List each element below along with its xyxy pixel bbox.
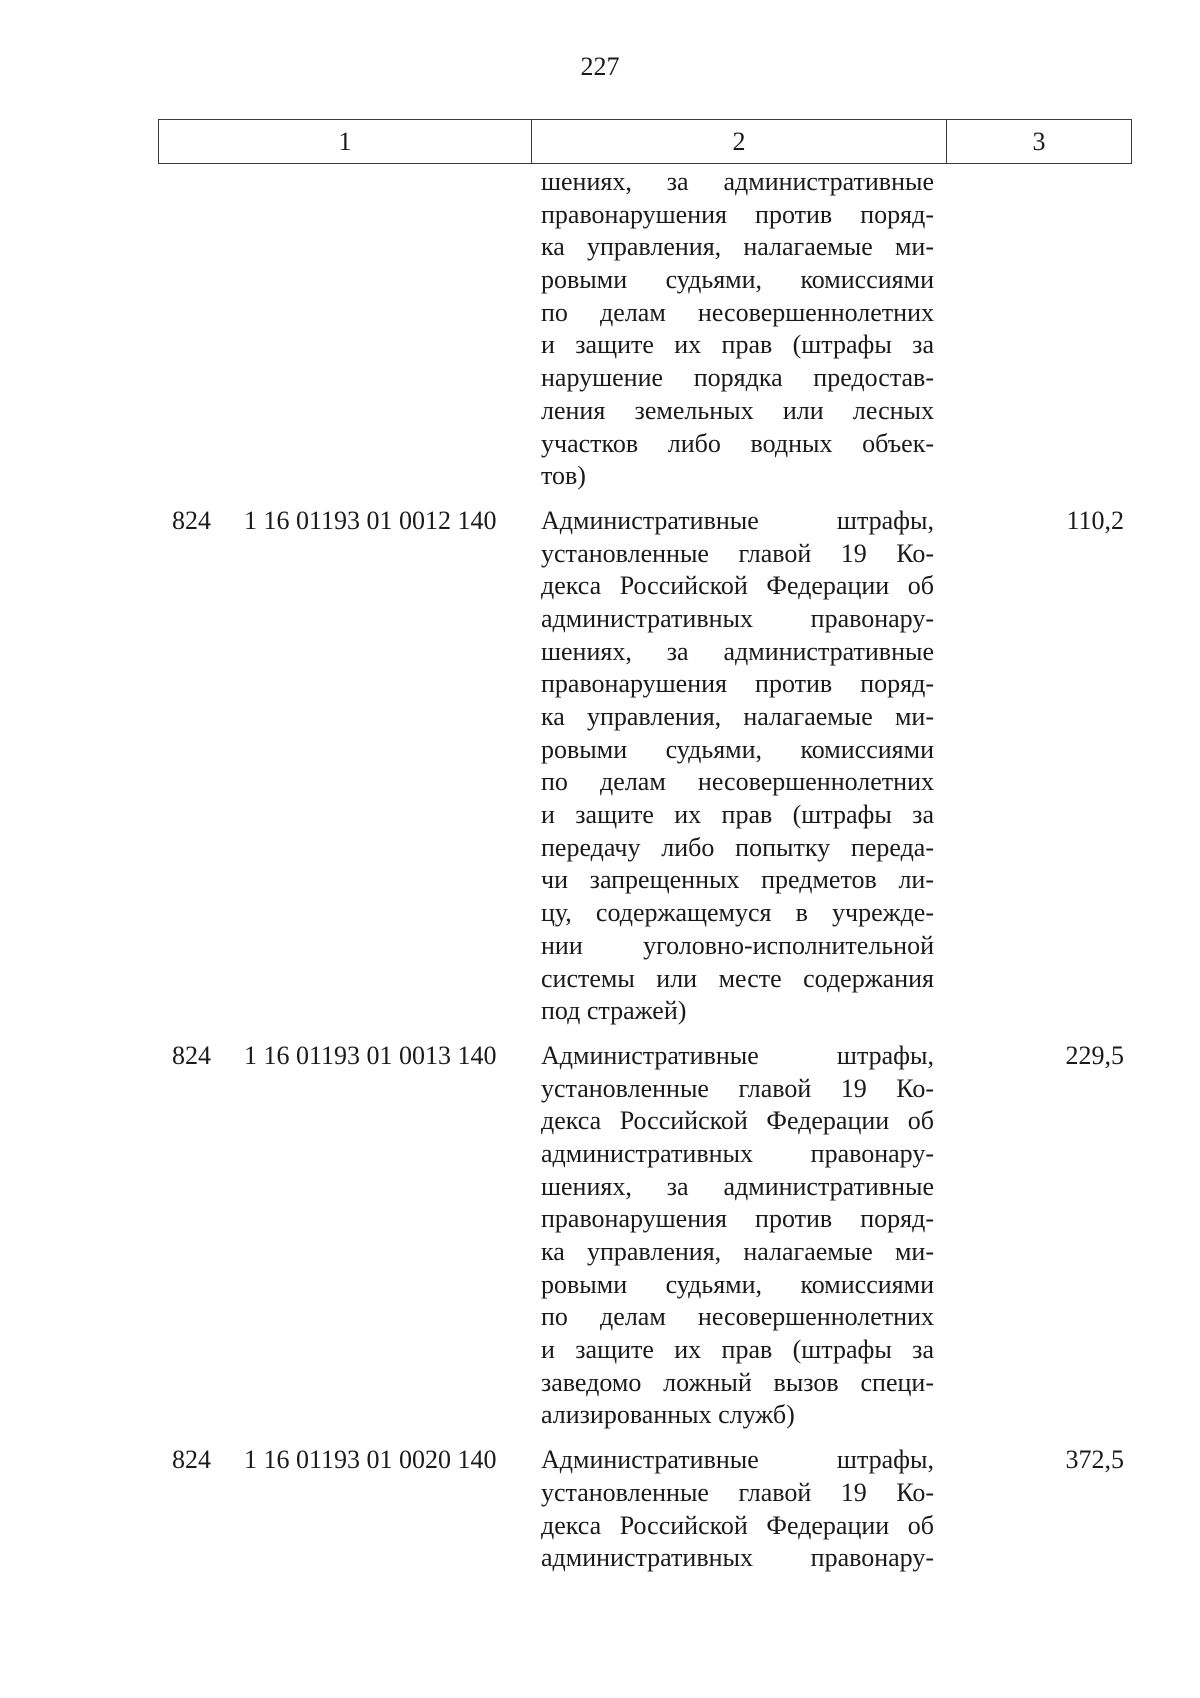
description-line: административных правонару-: [541, 1138, 934, 1168]
table-row: [0, 166, 1200, 493]
description-line: ка управления, налагаемые ми-: [541, 1237, 934, 1266]
description-line: установленные главой 19 Ко-: [541, 1073, 934, 1103]
amount: 372,5: [1065, 1445, 1124, 1475]
description-line: системы или месте содержания: [541, 963, 934, 993]
description-line: декса Российской Федерации об: [541, 571, 934, 601]
description-line: правонарушения против поряд-: [541, 669, 934, 699]
table-header: [158, 119, 1132, 164]
table-row: [0, 1444, 1200, 1575]
kbk-code: 1 16 01193 01 0020 140: [244, 1445, 497, 1475]
description-line: ровыми судьями, комиссиями: [541, 734, 934, 764]
kbk-code: 1 16 01193 01 0012 140: [244, 505, 497, 535]
description-line: нии уголовно-исполнительной: [541, 930, 934, 960]
description-line: участков либо водных объек-: [541, 428, 934, 458]
description-line: правонарушения против поряд-: [541, 1204, 934, 1234]
description-line: правонарушения против поряд-: [541, 199, 934, 229]
description-line: заведомо ложный вызов специ-: [541, 1367, 934, 1397]
row-description: [541, 505, 934, 1028]
description-line: ка управления, налагаемые ми-: [541, 232, 934, 262]
amount: 229,5: [1065, 1040, 1124, 1070]
description-line: ка управления, налагаемые ми-: [541, 702, 934, 731]
description-line: Административные штрафы,: [541, 1445, 934, 1475]
description-line: по делам несовершеннолетних: [541, 1302, 934, 1332]
description-line: административных правонару-: [541, 1543, 934, 1573]
description-line: установленные главой 19 Ко-: [541, 1477, 934, 1507]
description-line: и защите их прав (штрафы за: [541, 330, 934, 360]
table-header-col-2: 2: [532, 120, 947, 163]
description-line: ровыми судьями, комиссиями: [541, 265, 934, 295]
table-header-col-3: 3: [1032, 126, 1046, 156]
admin-code: 824: [172, 1040, 211, 1070]
description-line: декса Российской Федерации об: [541, 1106, 934, 1136]
description-line: административных правонару-: [541, 603, 934, 633]
description-line: по делам несовершеннолетних: [541, 297, 934, 327]
table-row: [0, 1040, 1200, 1432]
description-line: ления земельных или лесных: [541, 395, 934, 425]
page-number: 227: [580, 52, 620, 81]
row-description: [541, 166, 934, 493]
admin-code: 824: [172, 1445, 211, 1475]
description-line: под стражей): [541, 996, 687, 1026]
description-line: и защите их прав (штрафы за: [541, 1335, 934, 1365]
description-line: по делам несовершеннолетних: [541, 767, 934, 797]
description-line: Административные штрафы,: [541, 1040, 934, 1070]
description-line: передачу либо попытку переда-: [541, 832, 934, 862]
kbk-code: 1 16 01193 01 0013 140: [244, 1040, 497, 1070]
description-line: шениях, за административные: [541, 1171, 934, 1201]
admin-code: 824: [172, 505, 211, 535]
description-line: ализированных служб): [541, 1400, 795, 1430]
description-line: установленные главой 19 Ко-: [541, 538, 934, 568]
row-description: [541, 1444, 934, 1575]
description-line: цу, содержащемуся в учрежде-: [541, 898, 934, 928]
description-line: декса Российской Федерации об: [541, 1510, 934, 1540]
table-body: [0, 166, 1200, 1587]
description-line: чи запрещенных предметов ли-: [541, 865, 934, 895]
description-line: шениях, за административные: [541, 636, 934, 666]
description-line: тов): [541, 461, 586, 491]
amount: 110,2: [1066, 505, 1124, 535]
table-row: [0, 505, 1200, 1028]
row-description: [541, 1040, 934, 1432]
description-line: ровыми судьями, комиссиями: [541, 1269, 934, 1299]
description-line: Административные штрафы,: [541, 505, 934, 535]
description-line: и защите их прав (штрафы за: [541, 800, 934, 830]
description-line: шениях, за административные: [541, 167, 934, 196]
table-header-col-1: 1: [159, 120, 532, 163]
description-line: нарушение порядка предостав-: [541, 363, 934, 393]
